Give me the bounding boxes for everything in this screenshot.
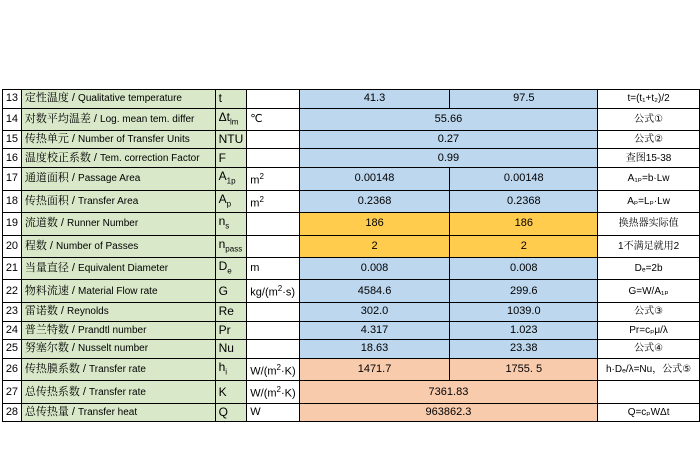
table-row [3,190,700,213]
row-number-cell[interactable]: 25 [3,340,22,359]
name-separator: / [68,284,79,297]
parameter-name-cell[interactable] [21,90,215,109]
symbol-cell[interactable]: $h_i$ [215,358,247,381]
table-row [3,90,700,109]
value-hot-cell[interactable]: 299.6 [450,280,598,303]
value-hot-cell[interactable]: 23.38 [450,340,598,359]
row-number-cell[interactable]: 28 [3,403,22,422]
value-hot-cell[interactable]: 0.008 [450,257,598,279]
formula-note-cell[interactable]: G=W/A₁ₚ [598,280,700,303]
row-number-cell[interactable]: 23 [3,303,22,322]
formula-note-cell[interactable]: Q=cₚWΔt [598,403,700,422]
unit-cell[interactable]: $kg/(m^2\cdot s)$ [247,280,299,303]
parameter-name-cell[interactable] [21,213,215,235]
name-separator: / [57,305,68,318]
value-merged-cell[interactable]: 0.27 [299,130,598,149]
row-number-cell[interactable]: 16 [3,149,22,168]
parameter-name-zh: 总传热系数 [24,385,80,398]
parameter-name-zh: 程数 [24,239,47,252]
row-number-cell[interactable]: 19 [3,213,22,235]
symbol-cell[interactable]: Q [215,403,247,422]
table-row [3,358,700,381]
parameter-name-en: Number of Passes [56,240,139,252]
parameter-name-en: Reynolds [67,306,109,318]
value-cold-cell[interactable]: 0.008 [299,257,450,279]
parameter-name-zh: 传热膜系数 [24,362,80,375]
value-hot-cell[interactable]: 0.2368 [450,190,598,213]
value-cold-cell[interactable]: 18.63 [299,340,450,359]
name-separator: / [79,385,90,398]
parameter-name-zh: 当量直径 [24,262,69,275]
name-separator: / [68,172,79,185]
unit-cell[interactable] [247,321,299,340]
value-merged-cell[interactable]: 963862.3 [299,403,598,422]
formula-note-cell[interactable]: A₁ₚ=b·Lw [598,167,700,190]
value-hot-cell[interactable]: 1039.0 [450,303,598,322]
value-cold-cell[interactable]: 2 [299,235,450,257]
symbol-cell[interactable]: F [215,149,247,168]
value-cold-cell[interactable]: 41.3 [299,90,450,109]
parameter-name-en: Transfer heat [78,407,138,419]
parameter-name-en: Qualitative temperature [78,93,182,105]
table-row [3,257,700,279]
parameter-name-cell[interactable] [21,235,215,257]
value-hot-cell[interactable]: 97.5 [450,90,598,109]
parameter-name-zh: 定性温度 [24,92,69,105]
name-separator: / [79,362,90,375]
formula-note-cell[interactable]: Dₑ=2b [598,257,700,279]
parameter-name-cell[interactable] [21,280,215,303]
unit-cell[interactable]: m [247,257,299,279]
value-cold-cell[interactable]: 0.2368 [299,190,450,213]
unit-cell[interactable]: $W/(m^2\cdot K)$ [247,358,299,381]
name-separator: / [68,342,79,355]
data-table [2,89,700,422]
parameter-name-cell[interactable] [21,149,215,168]
parameter-name-cell[interactable] [21,321,215,340]
symbol-cell[interactable]: $\Delta t_{lm}$ [215,108,247,130]
unit-cell[interactable]: ℃ [247,108,299,130]
row-number-cell[interactable]: 13 [3,90,22,109]
value-cold-cell[interactable]: 302.0 [299,303,450,322]
row-number-cell[interactable]: 22 [3,280,22,303]
parameter-name-cell[interactable] [21,190,215,213]
unit-cell[interactable]: W [247,403,299,422]
symbol-cell[interactable]: $D_e$ [215,257,247,279]
parameter-name-en: Transfer Area [78,195,139,207]
table-row [3,130,700,149]
table-row [3,167,700,190]
symbol-cell[interactable]: Nu [215,340,247,359]
formula-note-cell[interactable]: Pr=cₚμ/λ [598,321,700,340]
value-cold-cell[interactable]: 4.317 [299,321,450,340]
symbol-cell[interactable]: Pr [215,321,247,340]
row-number-cell[interactable]: 20 [3,235,22,257]
parameter-name-zh: 努塞尔数 [24,342,69,355]
name-separator: / [90,151,101,164]
symbol-cell[interactable]: Re [215,303,247,322]
name-separator: / [68,133,79,146]
parameter-name-cell[interactable] [21,340,215,359]
value-cold-cell[interactable]: 4584.6 [299,280,450,303]
formula-note-cell[interactable]: h·Dₑ/λ=Nu，公式⑤ [598,358,700,381]
row-number-cell[interactable]: 18 [3,190,22,213]
parameter-name-cell[interactable] [21,403,215,422]
formula-note-cell[interactable] [598,381,700,404]
row-number-cell[interactable]: 21 [3,257,22,279]
parameter-name-zh: 雷诺数 [24,305,58,318]
name-separator: / [90,112,101,125]
value-hot-cell[interactable]: 186 [450,213,598,235]
table-row [3,235,700,257]
unit-cell[interactable] [247,130,299,149]
parameter-name-cell[interactable] [21,303,215,322]
formula-note-cell[interactable]: t=(t₁+t₂)/2 [598,90,700,109]
name-separator: / [68,194,79,207]
value-merged-cell[interactable]: 7361.83 [299,381,598,404]
table-row [3,403,700,422]
symbol-cell[interactable]: $n_s$ [215,213,247,235]
parameter-name-cell[interactable] [21,167,215,190]
parameter-name-zh: 总传热量 [24,406,69,419]
formula-note-cell[interactable]: 换热器实际值 [598,213,700,235]
parameter-name-en: Nusselt number [78,343,149,355]
symbol-cell[interactable]: NTU [215,130,247,149]
value-merged-cell[interactable]: 55.66 [299,108,598,130]
parameter-name-en: Transfer rate [89,386,146,398]
formula-note-cell[interactable]: Aₚ=Lₚ·Lw [598,190,700,213]
symbol-cell[interactable]: $n_{pass}$ [215,235,247,257]
parameter-name-en: Transfer rate [89,363,146,375]
parameter-name-zh: 通道面积 [24,172,69,185]
row-number-cell[interactable]: 26 [3,358,22,381]
unit-cell[interactable] [247,235,299,257]
symbol-cell[interactable]: K [215,381,247,404]
symbol-cell[interactable]: t [215,90,247,109]
formula-note-cell[interactable]: 公式② [598,130,700,149]
value-hot-cell[interactable]: 2 [450,235,598,257]
parameter-name-en: Equivalent Diameter [78,263,169,275]
row-number-cell[interactable]: 24 [3,321,22,340]
parameter-name-cell[interactable] [21,381,215,404]
name-separator: / [68,323,79,336]
table-row [3,149,700,168]
unit-cell[interactable]: $m^2$ [247,167,299,190]
unit-cell[interactable] [247,149,299,168]
name-separator: / [68,92,79,105]
formula-note-cell[interactable]: 查图15-38 [598,149,700,168]
parameter-name-en: Number of Transfer Units [78,134,190,146]
parameter-name-cell[interactable] [21,358,215,381]
value-hot-cell[interactable]: 1755. 5 [450,358,598,381]
row-number-cell[interactable]: 17 [3,167,22,190]
name-separator: / [57,217,68,230]
formula-note-cell[interactable]: 公式④ [598,340,700,359]
parameter-name-cell[interactable] [21,130,215,149]
table-row [3,280,700,303]
unit-cell[interactable]: $W/(m^2\cdot K)$ [247,381,299,404]
parameter-name-en: Tem. correction Factor [100,152,200,164]
unit-cell[interactable] [247,303,299,322]
parameter-name-zh: 普兰特数 [24,323,69,336]
row-number-cell[interactable]: 14 [3,108,22,130]
row-number-cell[interactable]: 15 [3,130,22,149]
parameter-name-zh: 传热单元 [24,133,69,146]
formula-note-cell[interactable]: 1不满足就用2 [598,235,700,257]
unit-cell[interactable] [247,213,299,235]
value-merged-cell[interactable]: 0.99 [299,149,598,168]
table-row [3,108,700,130]
formula-note-cell[interactable]: 公式① [598,108,700,130]
symbol-cell[interactable]: $A_{1p}$ [215,167,247,190]
table-row [3,321,700,340]
parameter-name-zh: 传热面积 [24,194,69,207]
unit-cell[interactable] [247,90,299,109]
table-row [3,303,700,322]
table-row [3,213,700,235]
name-separator: / [68,262,79,275]
value-hot-cell[interactable]: 0.00148 [450,167,598,190]
table-body [3,90,700,422]
parameter-name-zh: 物料流速 [24,284,69,297]
symbol-cell[interactable]: $A_p$ [215,190,247,213]
value-hot-cell[interactable]: 1.023 [450,321,598,340]
value-cold-cell[interactable]: 1471.7 [299,358,450,381]
formula-note-cell[interactable]: 公式③ [598,303,700,322]
parameter-name-en: Prandtl number [78,324,147,336]
name-separator: / [68,406,79,419]
unit-cell[interactable]: $m^2$ [247,190,299,213]
name-separator: / [46,239,57,252]
unit-cell[interactable] [247,340,299,359]
parameter-name-cell[interactable] [21,108,215,130]
value-cold-cell[interactable]: 0.00148 [299,167,450,190]
table-row [3,381,700,404]
parameter-name-en: Log. mean tem. differ [100,113,195,125]
parameter-name-zh: 流道数 [24,217,58,230]
parameter-name-en: Passage Area [78,173,141,185]
parameter-name-zh: 对数平均温差 [24,112,91,125]
value-cold-cell[interactable]: 186 [299,213,450,235]
parameter-name-en: Runner Number [67,218,139,230]
symbol-cell[interactable]: G [215,280,247,303]
table-row [3,340,700,359]
parameter-name-en: Material Flow rate [78,285,158,297]
parameter-name-zh: 温度校正系数 [24,151,91,164]
row-number-cell[interactable]: 27 [3,381,22,404]
parameter-name-cell[interactable] [21,257,215,279]
